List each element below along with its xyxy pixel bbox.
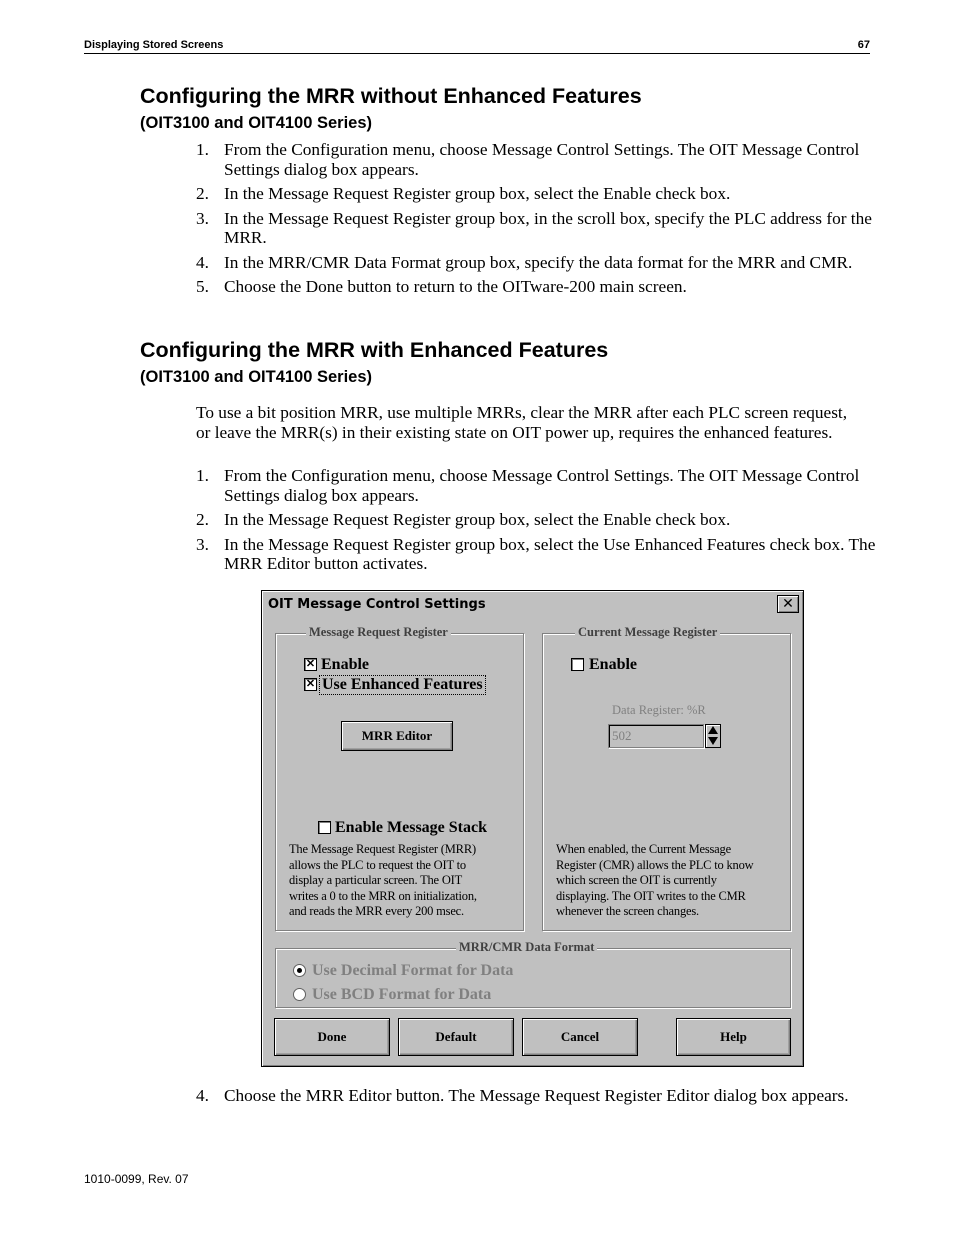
section2-step4	[196, 1086, 896, 1111]
data-register-label: Data Register: %R	[612, 703, 706, 717]
data-register-input[interactable]: 502	[608, 724, 704, 748]
decimal-label: Use Decimal Format for Data	[312, 962, 514, 979]
list-item: 4. In the MRR/CMR Data Format group box, specify the data format for the MRR and CMR.	[196, 252, 853, 272]
list-item: 1. From the Configuration menu, choose Message Control Settings. The OIT Message Control Settings dialog box appears.	[196, 466, 860, 505]
list-item: 2. In the Message Request Register group box, select the Enable check box.	[196, 184, 731, 203]
section2-title: Configuring the MRR with Enhanced Features	[140, 338, 609, 362]
mrr-enable-label: Enable	[321, 656, 370, 673]
page-number: 67	[857, 39, 870, 51]
section1-title: Configuring the MRR without Enhanced Features	[140, 84, 642, 108]
done-button[interactable]: Done	[274, 1018, 390, 1056]
spin-up-icon[interactable]	[708, 726, 718, 734]
list-item: 3. In the Message Request Register group box, select the Use Enhanced Features check box. The MRR Editor button activates.	[196, 534, 876, 573]
list-item: 2. In the Message Request Register group box, select the Enable check box.	[196, 510, 731, 529]
page-header	[84, 38, 870, 54]
section2-subtitle: (OIT3100 and OIT4100 Series)	[140, 368, 373, 386]
list-item: 4. Choose the MRR Editor button. The Message Request Register Editor dialog box appears.	[196, 1086, 849, 1105]
cancel-button[interactable]: Cancel	[522, 1018, 638, 1056]
cmr-enable-checkbox[interactable]	[571, 658, 584, 671]
bcd-radio[interactable]	[293, 988, 306, 1001]
message-stack-checkbox[interactable]	[318, 821, 331, 834]
list-item: 1. From the Configuration menu, choose Message Control Settings. The OIT Message Control Settings dialog box appears.	[196, 140, 860, 179]
mrr-description: The Message Request Register (MRR) allows the PLC to request the OIT to display a particular screen. The OIT writes a 0 to the MRR on initialization, and reads the MRR every 200 msec.	[289, 842, 477, 918]
enhanced-features-checkbox[interactable]: ✕	[305, 678, 316, 690]
enhanced-features-label: Use Enhanced Features	[319, 675, 486, 695]
list-item: 3. In the Message Request Register group box, in the scroll box, specify the PLC address for the MRR.	[196, 208, 872, 247]
cmr-description: When enabled, the Current Message Register (CMR) allows the PLC to know which screen the OIT is currently displaying. The OIT writes to the CMR whenever the screen changes.	[556, 842, 754, 918]
cmr-group-legend: Current Message Register	[575, 625, 720, 640]
section1-steps	[196, 140, 876, 302]
default-button[interactable]: Default	[398, 1018, 514, 1056]
mrr-group-legend: Message Request Register	[306, 625, 451, 640]
data-register-spinner[interactable]	[608, 724, 722, 748]
mrr-editor-button[interactable]: MRR Editor	[341, 721, 453, 751]
close-button[interactable]: ✕	[777, 595, 799, 613]
section-name: Displaying Stored Screens	[84, 39, 224, 51]
section2-steps	[196, 466, 876, 579]
mrr-enable-checkbox[interactable]: ✕	[305, 658, 316, 670]
list-item: 5. Choose the Done button to return to the OITware-200 main screen.	[196, 277, 687, 296]
document-id: 1010-0099, Rev. 07	[84, 1172, 189, 1186]
dialog-title: OIT Message Control Settings	[268, 597, 486, 612]
data-format-legend: MRR/CMR Data Format	[456, 940, 597, 955]
spinner-buttons[interactable]	[705, 724, 721, 748]
help-button[interactable]: Help	[676, 1018, 791, 1056]
spin-down-icon[interactable]	[708, 737, 718, 745]
section2-intro: To use a bit position MRR, use multiple MRRs, clear the MRR after each PLC screen request, or leave the MRR(s) in their existing state on OIT power up, requires the enhanced features.	[196, 403, 848, 442]
section1-subtitle: (OIT3100 and OIT4100 Series)	[140, 114, 373, 132]
bcd-label: Use BCD Format for Data	[312, 986, 492, 1003]
message-stack-label: Enable Message Stack	[335, 819, 487, 836]
cmr-enable-label: Enable	[589, 656, 638, 673]
decimal-radio[interactable]	[293, 964, 306, 977]
